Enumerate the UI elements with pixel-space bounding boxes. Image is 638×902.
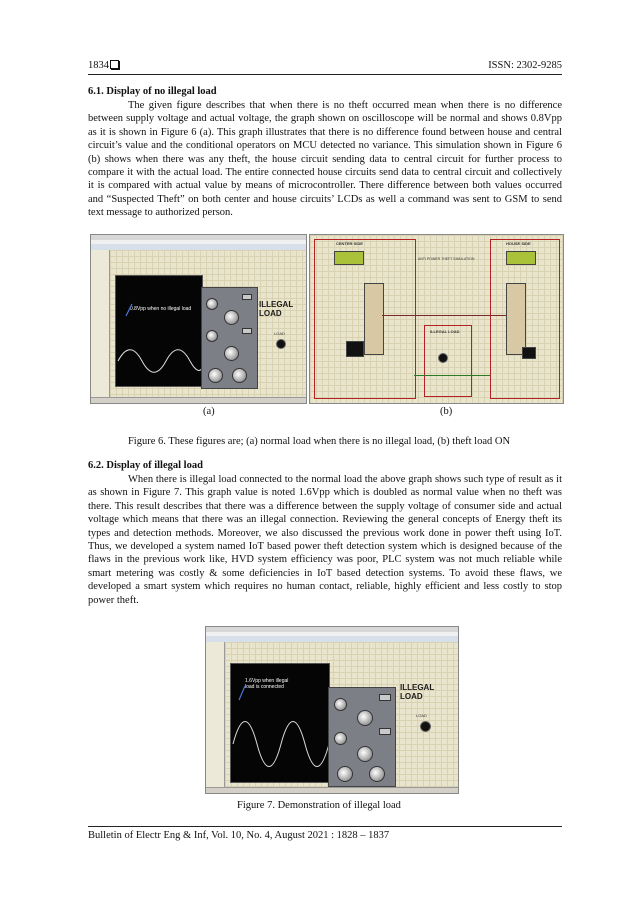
knob[interactable]	[357, 746, 373, 762]
knob[interactable]	[357, 710, 373, 726]
figure-6a-label: (a)	[203, 406, 215, 417]
connection-wire	[414, 375, 490, 376]
knob[interactable]	[334, 732, 347, 745]
header-rule	[88, 74, 562, 75]
center-side-label: CENTER SIDE	[336, 241, 363, 246]
illegal-load-title: ILLEGAL LOAD	[259, 300, 294, 318]
knob[interactable]	[232, 368, 247, 383]
load-bulb-icon	[276, 339, 286, 349]
house-side-label: HOUSE SIDE	[506, 241, 531, 246]
section-heading-6-1: 6.1. Display of no illegal load	[88, 86, 217, 97]
scope-annotation: 1.6Vpp when illegal load is connected	[245, 678, 289, 690]
knob[interactable]	[224, 346, 239, 361]
page-number: 1834	[88, 60, 119, 71]
load-label: LOAD	[416, 713, 427, 718]
journal-footer: Bulletin of Electr Eng & Inf, Vol. 10, No. 4, August 2021 : 1828 – 1837	[88, 830, 390, 841]
scope-waveform	[116, 276, 202, 386]
house-mcu	[506, 283, 526, 355]
center-mcu	[364, 283, 384, 355]
figure-6-caption: Figure 6. These figures are; (a) normal load when there is no illegal load, (b) theft load ON	[127, 436, 511, 447]
figure-6a-screenshot	[90, 234, 307, 404]
knob[interactable]	[224, 310, 239, 325]
issn: ISSN: 2302-9285	[488, 60, 562, 71]
component-sidebar	[91, 250, 110, 398]
scope-waveform	[231, 664, 329, 782]
knob[interactable]	[334, 698, 347, 711]
square-glyph-icon	[110, 60, 119, 69]
house-lcd	[506, 251, 536, 265]
scope-annotation: 0.8Vpp when no illegal load	[130, 306, 192, 312]
figure-7-screenshot	[205, 626, 459, 794]
panel-button[interactable]	[379, 728, 391, 735]
knob[interactable]	[208, 368, 223, 383]
component-sidebar	[206, 642, 225, 788]
oscilloscope-panel	[201, 287, 258, 389]
simulation-title: ANTI POWER THEFT SIMULATION	[418, 257, 475, 261]
connection-wire	[382, 315, 506, 316]
illegal-load-label: ILLEGAL LOAD	[430, 329, 460, 334]
load-label: LOAD	[274, 331, 285, 336]
figure-6b-screenshot	[309, 234, 564, 404]
section-paragraph-6-1: The given figure describes that when there is no theft occurred mean when there is no difference between supply voltage and actual voltage, the graph shown on oscilloscope will be normal and shows 0.8Vpp as it is shown in Figure 6 (a). This graph illustrates that there is no difference found between house and central circuit’s value and the conditional operators on MCU detected no variance. This simulation shown in Figure 6 (b) shows when there was any theft, the house circuit sending data to central circuit for further process to compare it with the actual load. The entire connected house circuits send data to central circuit and collectively it is compared with actual value by means of microcontroller. There difference between both values occurred and “Suspected Theft” on both center and house circuits’ LCDs as well a command was sent to GSM to send text message to authorized person.	[88, 100, 562, 219]
window-statusbar	[206, 787, 458, 793]
illegal-load-bulb-icon	[438, 353, 448, 363]
knob[interactable]	[206, 330, 218, 342]
oscilloscope-screen	[115, 275, 203, 387]
window-statusbar	[91, 397, 306, 403]
figure-6b-label: (b)	[440, 406, 453, 417]
panel-button[interactable]	[242, 294, 252, 300]
footer-rule	[88, 826, 562, 827]
house-module	[522, 347, 536, 359]
panel-button[interactable]	[242, 328, 252, 334]
load-bulb-icon	[420, 721, 431, 732]
center-lcd	[334, 251, 364, 265]
panel-button[interactable]	[379, 694, 391, 701]
knob[interactable]	[369, 766, 385, 782]
center-gsm-module	[346, 341, 364, 357]
oscilloscope-panel	[328, 687, 396, 787]
figure-7-caption: Figure 7. Demonstration of illegal load	[237, 800, 401, 811]
knob[interactable]	[337, 766, 353, 782]
illegal-load-title: ILLEGAL LOAD	[400, 683, 435, 701]
oscilloscope-screen	[230, 663, 330, 783]
knob[interactable]	[206, 298, 218, 310]
illegal-load-box	[424, 325, 472, 397]
section-heading-6-2: 6.2. Display of illegal load	[88, 460, 203, 471]
section-paragraph-6-2: When there is illegal load connected to the normal load the above graph shows such type of result as it as shown in Figure 7. This graph value is noted 1.6Vpp which is doubled as normal value when no theft was there. This result describes that there was a difference between the supply voltage of consumer side and actual voltage which means that there was an illegal connection. Reviewing the general concepts of Energy theft its types and detection methods. Moreover, we also discussed the previous work done in power theft using IoT. Thus, we developed a system named IoT based power theft detection system which is designed because of the flaws in the previous work like, HVD system efficiency was poor, PLC system was not much reliable while smart metering was costly & some deficiencies in IoT based detection systems. To avoid these flaws, we developed a smart system which requires no human contact, reliable, highly efficient and less costly to stop power theft.	[88, 474, 562, 606]
